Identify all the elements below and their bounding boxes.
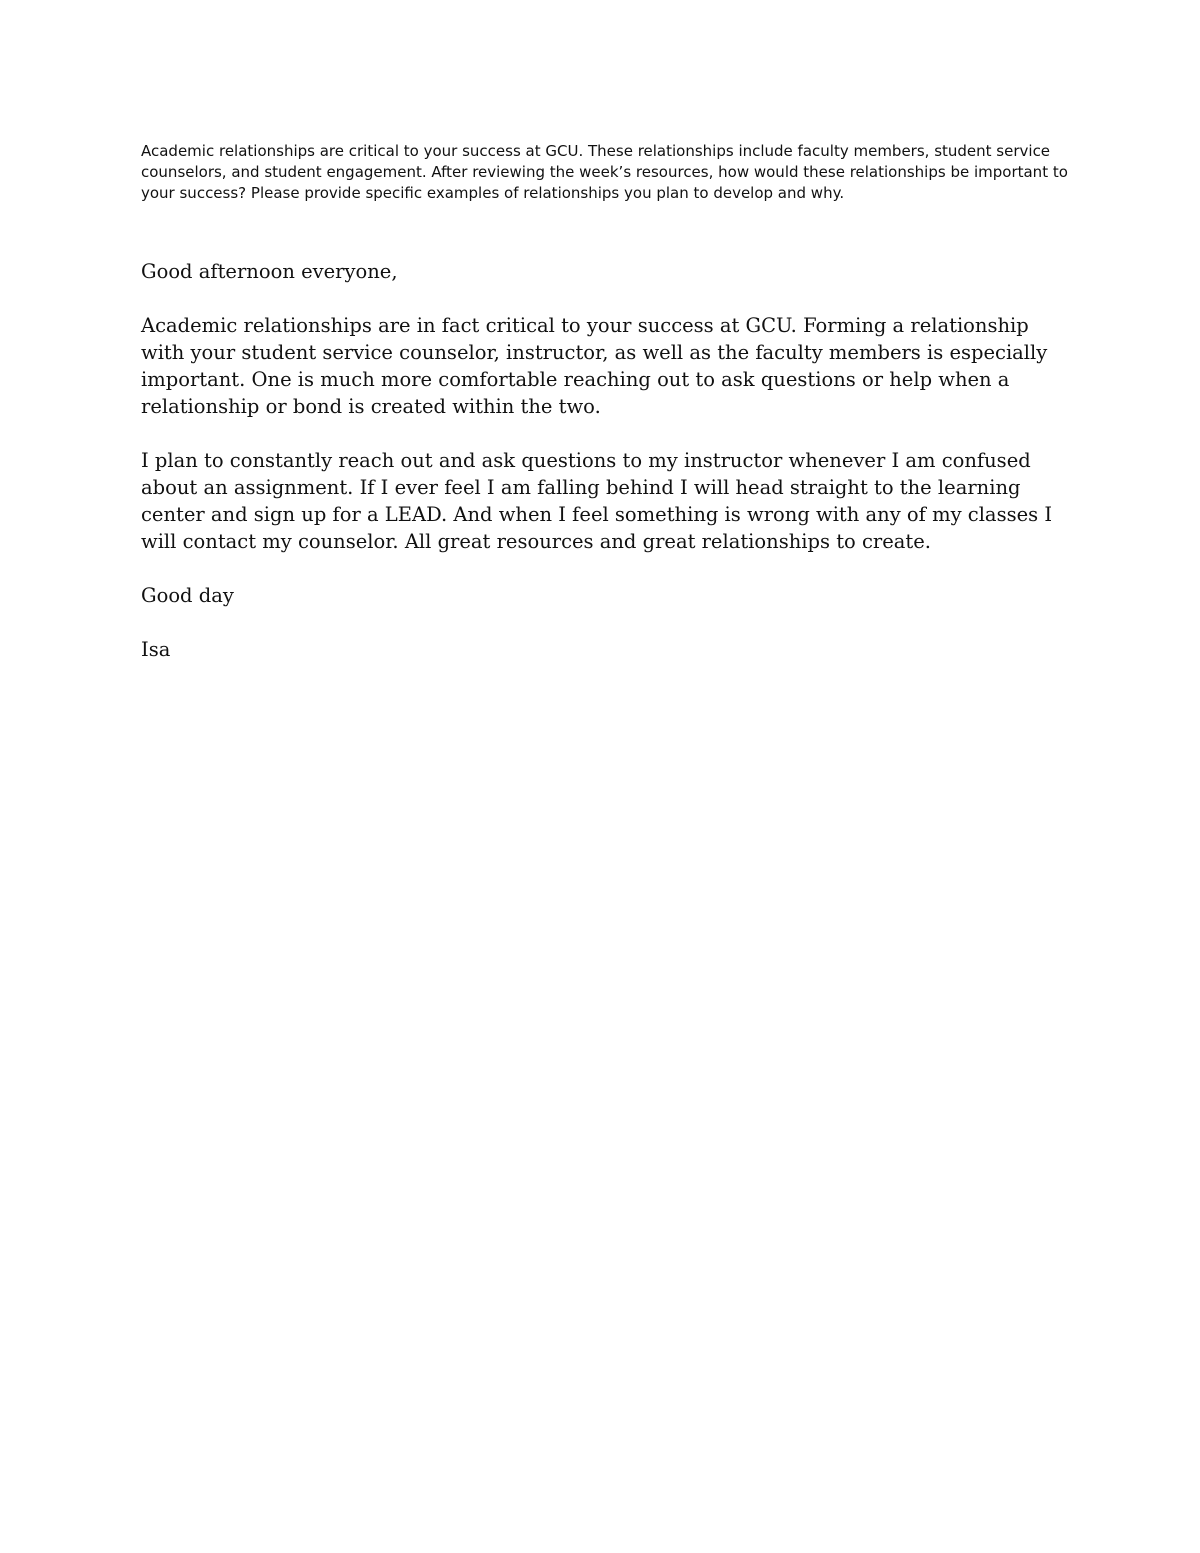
signature: Isa: [141, 638, 171, 661]
response-paragraph-1: Academic relationships are in fact critical to your success at GCU. Forming a relationship with your student service counselor, instructor, as well as the faculty members is especially important. One is much more comfortable reaching out to ask questions or help when a relationship or bond is created within the two.: [141, 314, 1048, 418]
greeting: Good afternoon everyone,: [141, 260, 398, 283]
response-paragraph-2: I plan to constantly reach out and ask questions to my instructor whenever I am confused about an assignment. If I ever feel I am falling behind I will head straight to the learning center and sign up for a LEAD. And when I feel something is wrong with any of my classes I will contact my counselor. All great resources and great relationships to create.: [141, 449, 1053, 553]
discussion-prompt: Academic relationships are critical to your success at GCU. These relationships include faculty members, student service counselors, and student engagement. After reviewing the week’s resources, how would these relationships be important to your success? Please provide specific examples of relationships you plan to develop and why.: [141, 142, 1068, 202]
response-body: [141, 258, 1071, 690]
closing: Good day: [141, 584, 234, 607]
